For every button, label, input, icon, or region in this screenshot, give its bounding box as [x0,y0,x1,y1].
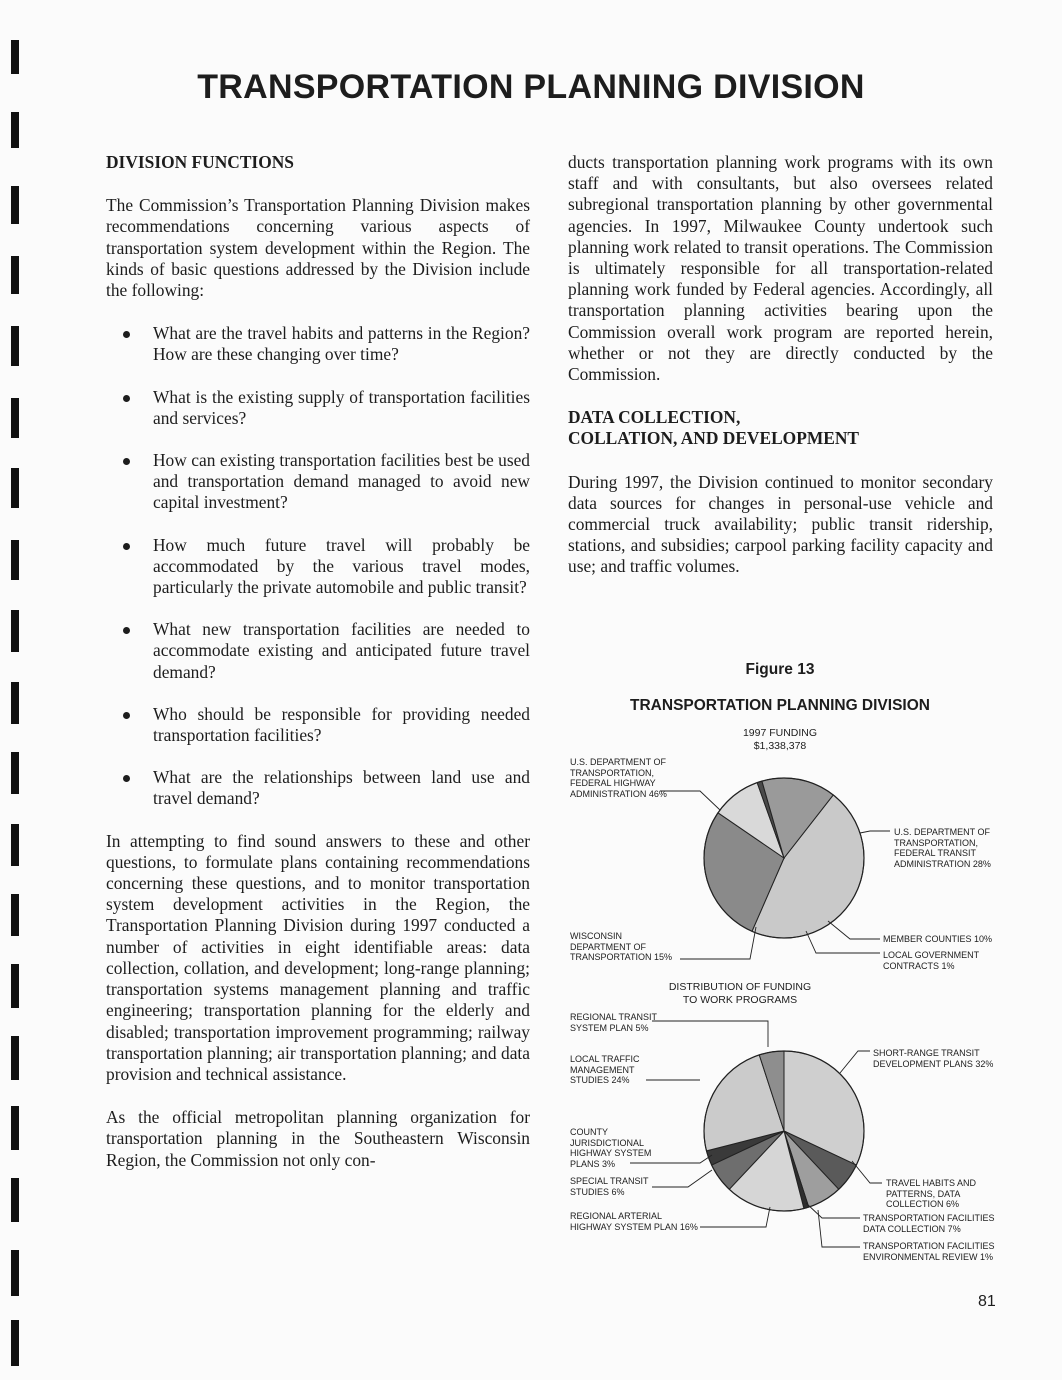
binder-mark [11,1178,19,1222]
label-line: TRANSPORTATION, [570,767,655,778]
label-line: COUNTY [570,1127,608,1137]
label-line: DEVELOPMENT PLANS 32% [873,1058,994,1069]
label-line: CONTRACTS 1% [883,960,955,971]
slice-label [570,1127,651,1169]
slice-label [570,1054,640,1086]
figure-title: TRANSPORTATION PLANNING DIVISION [630,697,930,714]
label-line: TRANSPORTATION FACILITIES [863,1213,995,1223]
leader-line [652,1170,712,1187]
label-line: FEDERAL TRANSIT [894,848,977,859]
label-line: REGIONAL ARTERIAL [570,1211,663,1221]
binder-mark [11,1106,19,1150]
binder-mark [11,186,19,224]
label-line: WISCONSIN [570,931,623,941]
leader-line [828,921,880,939]
bullet-icon [123,712,130,719]
list-item-text: How can existing transportation facilities best be used and transportation demand managed to avoid new capital investment? [153,450,530,513]
question-list [106,323,530,809]
binder-mark [11,256,19,294]
page-number: 81 [978,1293,996,1310]
left-column [106,152,530,1171]
label-line: HIGHWAY SYSTEM [570,1148,652,1159]
slice-label [894,827,991,869]
bullet-icon [123,627,130,634]
label-line: U.S. DEPARTMENT OF [570,757,667,767]
slice-label [570,757,667,799]
label-line: LOCAL TRAFFIC [570,1054,640,1064]
label-line: HIGHWAY SYSTEM PLAN 16% [570,1221,698,1232]
page-title: TRANSPORTATION PLANNING DIVISION [197,68,865,106]
list-item-text: Who should be responsible for providing needed transportation facilities? [153,703,530,746]
activities-paragraph: In attempting to find sound answers to these and other questions, to formulate plans containing recommendations concerning these questions, and to monitor transportation system development activities in the Region, the Transportation Planning Division during 1997 conducted a number of activities in eight identifiable areas: data collection, collation, and development; long-range planning; transportation systems management planning and traffic engineering; transportation planning for the elderly and disabled; transportation improvement programming; railway transportation planning; air transportation planning; and data provision and technical assistance. [106,830,530,1084]
slice-label [570,1211,698,1232]
binder-mark [11,326,19,366]
list-item-text: What new transportation facilities are needed to accommodate existing and anticipated future travel demand? [153,619,530,682]
label-line: TRAVEL HABITS AND [886,1178,977,1188]
caption-line: DISTRIBUTION OF FUNDING [668,981,812,993]
label-line: SPECIAL TRANSIT [570,1176,649,1186]
work-programs-pie [704,1051,864,1211]
slice-label [883,934,992,945]
label-line: SHORT-RANGE TRANSIT [873,1048,980,1058]
binder-mark [11,1250,19,1296]
binder-mark [11,824,19,866]
label-line: TRANSPORTATION, [894,837,979,848]
mpo-paragraph: As the official metropolitan planning organization for transportation planning in the Southeastern Wisconsin Region, the Commission not only con- [106,1107,530,1170]
figure-13 [560,655,1020,1275]
binder-mark [11,1320,19,1366]
list-item-text: What are the relationships between land use and travel demand? [153,767,530,809]
label-line: TRANSPORTATION FACILITIES [863,1241,995,1251]
leader-line [680,927,756,959]
funding-sources-pie [704,778,864,938]
list-item [106,387,530,429]
binder-mark [11,112,19,148]
binder-mark [11,540,19,580]
continuation-paragraph: ducts transportation planning work programs with its own staff and with consultants, but also oversees related subregional transportation planning by other governmental agencies. In 1997, Milwaukee County undertook such planning work related to transit operations. The Commission is ultimately responsible for all transportation-related planning work funded by Federal agencies. Accordingly, all transportation planning activities bearing upon the Commission overall work program are reported herein, whether or not they are directly conducted by the Commission. [568,152,993,385]
slice-label [570,931,672,963]
bullet-icon [123,395,130,402]
label-line: COLLECTION 6% [886,1199,960,1210]
binder-mark [11,1036,19,1080]
caption-line: TO WORK PROGRAMS [682,994,798,1006]
bullet-icon [123,331,130,338]
list-item [106,704,530,746]
binder-mark [11,964,19,1008]
label-line: DEPARTMENT OF [570,941,647,952]
leader-line [818,1210,860,1247]
leader-line [652,1021,768,1047]
label-line: REGIONAL TRANSIT [570,1012,658,1022]
list-item [106,323,530,365]
label-line: ADMINISTRATION 46% [570,788,667,799]
label-line: STUDIES 24% [570,1075,630,1086]
slice-label [570,1012,657,1033]
list-item-text: What are the travel habits and patterns in the Region? How are these changing over time? [153,323,530,365]
bullet-icon [123,458,130,465]
list-item [106,619,530,683]
label-line: STUDIES 6% [570,1186,625,1197]
leader-line [806,931,880,953]
label-line: PATTERNS, DATA [886,1188,961,1199]
slice-label [570,1176,649,1197]
list-item-text: What is the existing supply of transportation facilities and services? [153,386,530,428]
leader-line [860,831,890,833]
subtitle-line: $1,338,378 [753,740,807,752]
label-line: SYSTEM PLAN 5% [570,1022,649,1033]
label-line: U.S. DEPARTMENT OF [894,827,991,837]
heading-line: COLLATION, AND DEVELOPMENT [568,428,860,449]
binder-mark [11,398,19,438]
section-heading-division-functions: DIVISION FUNCTIONS [106,152,294,172]
slice-label [886,1178,976,1210]
label-line: ADMINISTRATION 28% [894,858,991,869]
label-line: FEDERAL HIGHWAY [570,778,656,789]
label-line: MEMBER COUNTIES 10% [883,934,993,944]
label-line: DATA COLLECTION 7% [863,1223,961,1234]
binder-mark [11,682,19,724]
binder-mark [11,752,19,794]
label-line: PLANS 3% [570,1158,616,1169]
data-collection-paragraph: During 1997, the Division continued to monitor secondary data sources for changes in personal-use vehicle and commercial truck availability; public transit ridership, stations, and subsidies; carpool parking facility capacity and use; and traffic volumes. [568,471,993,577]
binder-mark [11,610,19,652]
list-item [106,767,530,809]
slice-label [873,1048,993,1069]
subtitle-line: 1997 FUNDING [742,727,818,739]
slice-label [863,1213,995,1234]
leader-line [660,791,720,810]
bullet-icon [123,543,130,550]
slice-label [883,950,979,971]
binder-mark [11,894,19,936]
figure-number: Figure 13 [745,661,815,678]
right-column [568,152,993,578]
label-line: TRANSPORTATION 15% [570,952,673,963]
list-item [106,450,530,514]
leader-line [840,1051,870,1073]
label-line: LOCAL GOVERNMENT [883,950,980,960]
label-line: MANAGEMENT [570,1064,635,1075]
list-item-text: How much future travel will probably be accommodated by the various travel modes, particularly the private automobile and public transit? [153,534,530,598]
intro-paragraph: The Commission’s Transportation Planning Division makes recommendations concerning various aspects of transportation system development within the Region. The kinds of basic questions addressed by the Division include the following: [106,195,530,301]
bullet-icon [123,775,130,782]
list-item [106,535,530,599]
label-line: ENVIRONMENTAL REVIEW 1% [863,1251,994,1262]
leader-line [700,1207,770,1227]
heading-line: DATA COLLECTION, [568,407,741,428]
section-heading-data-collection [568,407,993,449]
slice-label [863,1241,995,1262]
label-line: JURISDICTIONAL [570,1137,645,1148]
binder-mark [11,468,19,508]
